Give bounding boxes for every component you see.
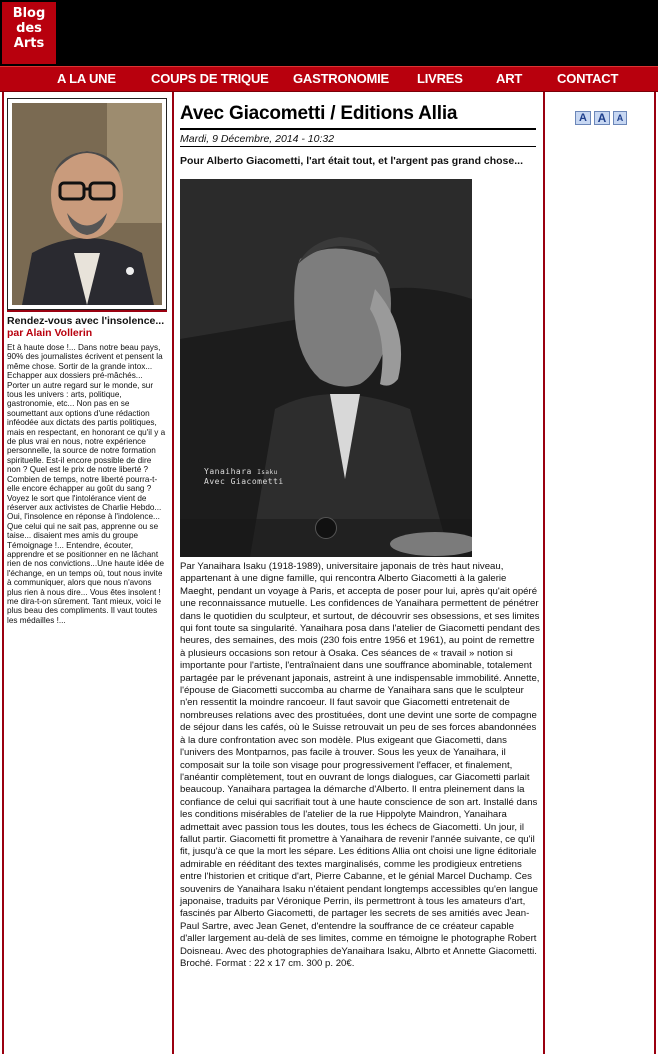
book-cover-image xyxy=(180,179,472,557)
logo-line-3: Arts xyxy=(13,36,45,51)
column-divider-main xyxy=(543,92,545,1054)
font-size-large-button[interactable]: A xyxy=(613,111,627,125)
author-photo xyxy=(12,103,162,305)
article-date: Mardi, 9 Décembre, 2014 - 10:32 xyxy=(180,133,335,145)
cover-author-romaji: Isaku xyxy=(257,469,278,476)
article-title: Avec Giacometti / Editions Allia xyxy=(180,103,458,124)
cover-author-name: Yanaihara xyxy=(204,467,252,476)
sidebar-text: Et à haute dose !... Dans notre beau pays, 90% des journalistes écrivent et pensent la même chose. Sortir de la grande intox... Echapper aux dossiers pré-mâchés... Porter un autre regard sur le monde, sur tous les univers : arts, politique, gastronomie, etc... Non pas en se soumettant aux options d'une rédaction inféodée aux dictats des partis politiques, mais en respectant, en honorant ce qu'il y a de plus vrai en nous, notre expérience personnelle, la source de notre formation spirituelle. Est-il encore possible de dire non ? Quel est le prix de notre liberté ? Combien de temps, notre liberté pourra-t-elle encore échapper au goût du sang ? Voyez le sort que l'intolérance vient de réserver aux activistes de Charlie Hebdo... Oui, l'insolence en réponse à l'indolence... Que celui qui ne sait pas, apprenne ou se taise... disaient mes amis du groupe Témoignage !... Entendre, écouter, apprendre et se positionner en ne lâchant rien de nos convictions...Une haute idée de l'échange, en un temps où, tout nous invite à communiquer, alors que nous n'avons plus rien à nous dire... Vous êtes insolent ! me dira-t-on sûrement. Tant mieux, voici le plus beau des compliments. Il vaut toutes les médailles !... xyxy=(7,343,166,625)
column-divider-right xyxy=(654,92,656,1054)
nav-item-a-la-une[interactable]: A LA UNE xyxy=(57,71,116,86)
main-nav xyxy=(0,66,658,92)
site-logo[interactable] xyxy=(2,2,56,64)
author-photo-frame xyxy=(7,98,167,310)
article-lead: Pour Alberto Giacometti, l'art était tout, et l'argent pas grand chose... xyxy=(180,155,523,167)
title-rule xyxy=(180,128,536,130)
cover-caption xyxy=(204,467,284,486)
font-size-medium-button[interactable]: A xyxy=(594,111,610,125)
font-size-small-button[interactable]: A xyxy=(575,111,591,125)
logo-line-1: Blog xyxy=(12,6,46,21)
article-body: Par Yanaihara Isaku (1918-1989), universitaire japonais de très haut niveau, appartenant à une digne famille, qui rencontra Alberto Giacometti à la galerie Maeght, pendant un voyage à Paris, et accepta de poser pour lui, après qu'ait opéré une reconnaissance mutuelle. Les confidences de Yanaihara permettent de pénétrer dans le quotidien du sculpteur, et surtout, de découvrir ses obsessions, et ses limites qui font toute sa singularité. Yanaihara posa dans l'atelier de Giacometti pendant des heures, des semaines, des mois (230 fois entre 1956 et 1961), au point de remettre à plusieurs occasions son retour à Osaka. Ces séances de « travail » notion si importante pour l'artiste, l'entraînaient dans une souffrance abominable, totalement partagée par le prévenant japonais, astreint à une indispensable immobilité. Annette, l'épouse de Giacometti succomba au charme de Yanaihara sans que le sculpteur n'en ressentit la moindre rancoeur. Il faut savoir que Giacometti entretenait de nombreuses relations avec des prostituées, dont une devint une sorte de compagne de séjour dans les cafés, où le Suisse retrouvait un peu de ses forces abandonnées à la dure confrontation avec son modèle. Plus exigeant que Giacometti, dans l'univers des Montparnos, pas facile à trouver. Sous les yeux de Yanaihara, il composait sur la toile son visage pour progressivement l'effacer, et finalement, l'anéantir complètement, tout en ouvrant de longs dialogues, car Giacometti parlait beaucoup. Yanaihara partagea la démarche d'Alberto. Il entra pleinement dans la confiance de celui qui sacrifiait tout à une haute conscience de son art. Installé dans les conditions misérables de l'atelier de la rue Hippolyte Maindron, Yanaihara admettait avec passion tous les doutes, tous les échecs de Giacometti. Un jour, il fallut partir. Giacometti fit promettre à Yanaihara de revenir l'année suivante, ce qu'il fit, jusqu'à ce que la mort les sépare. Les éditions Allia ont choisi une ligne éditoriale admirable en rééditant des textes marginalisés, comme les prodigieux entretiens entre l'historien et critique d'art, Pierre Cabanne, et le génial Marcel Duchamp. Ces souvenirs de Yanaihara Isaku n'étaient pendant longtemps accessibles qu'en langue japonaise, traduits par Véronique Perrin, ils permettront à tous les amateurs d'art, fascinés par Alberto Giacometti, de partager les secrets de ses amitiés avec Jean-Paul Sartre, avec Jean Genet, d'entendre la souffrance de ce créateur capable d'aller largement au-delà de ses limites, comme en témoigne le photographe Robert Doisneau. Avec des photographies deYanaihara Isaku, Albrto et Annette Giacometti. Broché. Format : 22 x 17 cm. 300 p. 20€. xyxy=(180,561,540,969)
sidebar-author: par Alain Vollerin xyxy=(7,327,93,339)
cover-book-title: Avec Giacometti xyxy=(204,477,284,486)
top-bar xyxy=(0,0,658,66)
nav-item-livres[interactable]: LIVRES xyxy=(417,71,463,86)
column-divider-sidebar xyxy=(172,92,174,1054)
nav-item-coups-de-trique[interactable]: COUPS DE TRIQUE xyxy=(151,71,269,86)
nav-item-gastronomie[interactable]: GASTRONOMIE xyxy=(293,71,390,86)
sidebar-divider xyxy=(7,310,167,312)
publisher-logo xyxy=(315,517,337,539)
nav-item-contact[interactable]: CONTACT xyxy=(557,71,619,86)
column-divider-left xyxy=(2,92,4,1054)
logo-line-2: des xyxy=(16,21,42,36)
sidebar-title[interactable]: Rendez-vous avec l'insolence... xyxy=(7,315,165,327)
date-rule xyxy=(180,146,536,147)
nav-item-art[interactable]: ART xyxy=(496,71,523,86)
